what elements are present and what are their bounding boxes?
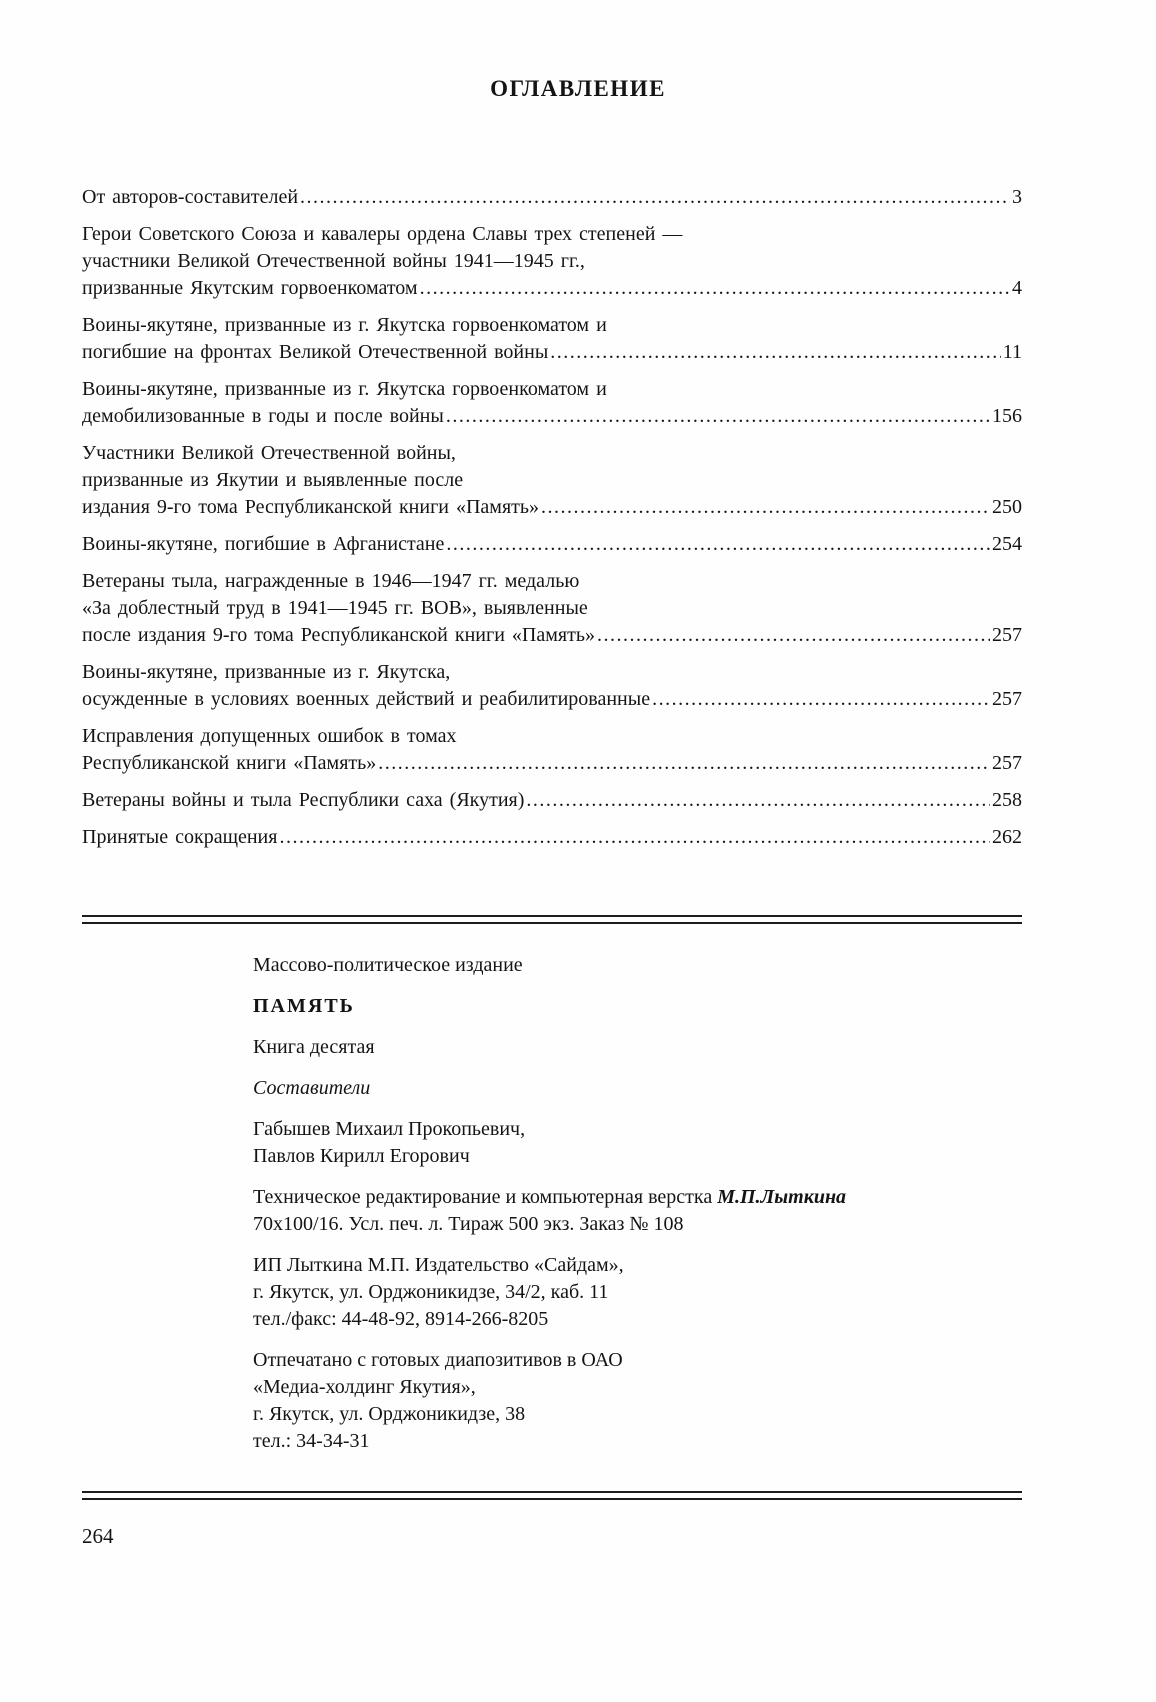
leader-dots xyxy=(420,275,1010,302)
toc-entry xyxy=(82,568,1022,649)
toc-page-number: 156 xyxy=(992,405,1022,427)
toc-entry-title: демобилизованные в годы и после войны xyxy=(82,405,444,427)
toc-page-number: 257 xyxy=(992,752,1022,774)
page-title: ОГЛАВЛЕНИЕ xyxy=(490,76,666,101)
toc-entry xyxy=(82,440,1022,521)
publisher-phone: тел./факс: 44-48-92, 8914-266-8205 xyxy=(253,1308,549,1330)
edition-type: Массово-политическое издание xyxy=(253,954,523,976)
volume-label: Книга десятая xyxy=(253,1036,375,1058)
tech-editing-text: Техническое редактирование и компьютерная верстка xyxy=(253,1186,718,1208)
toc-leader-row xyxy=(82,750,1022,777)
leader-dots xyxy=(446,403,990,430)
leader-dots xyxy=(526,787,990,814)
toc-page-number: 11 xyxy=(1002,341,1022,363)
toc-entry-title: Воины-якутяне, погибшие в Афганистане xyxy=(82,533,445,555)
leader-dots xyxy=(446,531,990,558)
toc-leader-row xyxy=(82,403,1022,430)
toc-leader-row xyxy=(82,184,1022,211)
compiler-name: Габышев Михаил Прокопьевич, xyxy=(253,1118,526,1140)
toc-page-number: 3 xyxy=(1012,186,1022,208)
toc-entry xyxy=(82,376,1022,430)
toc-leader-row xyxy=(82,494,1022,521)
leader-dots xyxy=(378,750,990,777)
table-of-contents xyxy=(82,184,1022,851)
toc-entry xyxy=(82,659,1022,713)
toc-entry-title: Ветераны войны и тыла Республики саха (Якутия) xyxy=(82,789,525,811)
toc-entry xyxy=(82,824,1022,851)
toc-leader-row xyxy=(82,787,1022,814)
divider-rule-top xyxy=(82,915,1022,924)
toc-leader-row xyxy=(82,824,1022,851)
tech-editor-name: М.П.Лыткина xyxy=(717,1186,847,1208)
toc-entry-text: Участники Великой Отечественной войны, xyxy=(82,442,456,464)
toc-entry xyxy=(82,312,1022,366)
toc-entry-text: участники Великой Отечественной войны 1941—1945 гг., xyxy=(82,250,585,272)
toc-entry-text: призванные из Якутии и выявленные после xyxy=(82,469,464,491)
toc-entry xyxy=(82,184,1022,211)
printed-at-address: г. Якутск, ул. Орджоникидзе, 38 xyxy=(253,1403,526,1425)
page-number: 264 xyxy=(82,1524,114,1548)
publisher-address: г. Якутск, ул. Орджоникидзе, 34/2, каб. 11 xyxy=(253,1281,609,1303)
toc-entry-title: Республиканской книги «Память» xyxy=(82,752,377,774)
toc-entry xyxy=(82,531,1022,558)
toc-entry-text: Воины-якутяне, призванные из г. Якутска горвоенкоматом и xyxy=(82,314,607,336)
toc-page-number: 257 xyxy=(992,624,1022,646)
print-specs: 70х100/16. Усл. печ. л. Тираж 500 экз. Заказ № 108 xyxy=(253,1213,684,1235)
toc-entry-title: погибшие на фронтах Великой Отечественной войны xyxy=(82,341,549,363)
toc-entry-text: Воины-якутяне, призванные из г. Якутска горвоенкоматом и xyxy=(82,378,607,400)
leader-dots xyxy=(652,686,990,713)
book-title: ПАМЯТЬ xyxy=(253,995,355,1017)
toc-entry-title: От авторов-составителей xyxy=(82,186,299,208)
toc-leader-row xyxy=(82,531,1022,558)
toc-page-number: 258 xyxy=(992,789,1022,811)
toc-page-number: 257 xyxy=(992,688,1022,710)
leader-dots xyxy=(541,494,990,521)
toc-leader-row xyxy=(82,339,1022,366)
toc-entry-text: «За доблестный труд в 1941—1945 гг. ВОВ», выявленные xyxy=(82,597,588,619)
toc-entry-title: призванные Якутским горвоенкоматом xyxy=(82,277,418,299)
toc-page-number: 250 xyxy=(992,496,1022,518)
toc-entry-title: осужденные в условиях военных действий и реабилитированные xyxy=(82,688,651,710)
compiler-name: Павлов Кирилл Егорович xyxy=(253,1145,470,1167)
publisher-line: ИП Лыткина М.П. Издательство «Сайдам», xyxy=(253,1254,624,1276)
toc-leader-row xyxy=(82,275,1022,302)
leader-dots xyxy=(550,339,1000,366)
toc-entry xyxy=(82,221,1022,302)
toc-entry xyxy=(82,723,1022,777)
leader-dots xyxy=(279,824,990,851)
toc-leader-row xyxy=(82,686,1022,713)
printed-at-line: Отпечатано с готовых диапозитивов в ОАО xyxy=(253,1349,623,1371)
toc-entry-text: Исправления допущенных ошибок в томах xyxy=(82,725,457,747)
toc-page-number: 262 xyxy=(992,826,1022,848)
toc-entry-text: Воины-якутяне, призванные из г. Якутска, xyxy=(82,661,451,683)
toc-entry-text: Ветераны тыла, награжденные в 1946—1947 гг. медалью xyxy=(82,570,580,592)
printed-at-phone: тел.: 34-34-31 xyxy=(253,1430,370,1452)
toc-entry xyxy=(82,787,1022,814)
printed-at-company: «Медиа-холдинг Якутия», xyxy=(253,1376,476,1398)
compilers-label: Составители xyxy=(253,1077,371,1099)
toc-leader-row xyxy=(82,622,1022,649)
leader-dots xyxy=(597,622,990,649)
toc-entry-text: Герои Советского Союза и кавалеры ордена Славы трех степеней — xyxy=(82,223,683,245)
tech-editing-line xyxy=(253,1184,1036,1211)
divider-rule-bottom xyxy=(82,1491,1022,1500)
toc-page-number: 4 xyxy=(1012,277,1022,299)
toc-entry-title: издания 9-го тома Республиканской книги «Память» xyxy=(82,496,540,518)
toc-entry-title: Принятые сокращения xyxy=(82,826,278,848)
toc-page-number: 254 xyxy=(992,533,1022,555)
leader-dots xyxy=(300,184,1010,211)
colophon xyxy=(253,952,1036,1455)
toc-entry-title: после издания 9-го тома Республиканской книги «Память» xyxy=(82,624,595,646)
